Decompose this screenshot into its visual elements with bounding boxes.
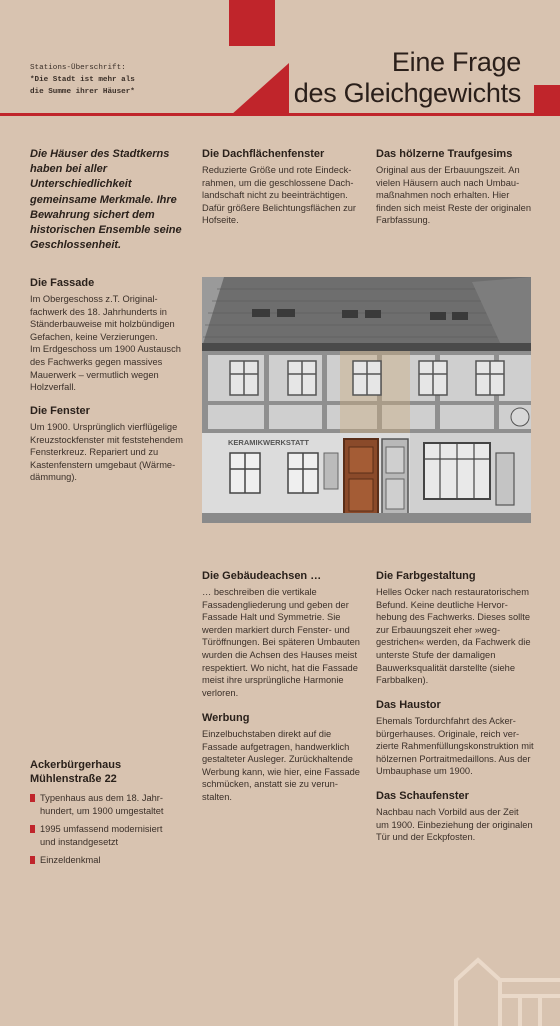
section-gebaeudeachsen (202, 569, 362, 699)
intro-text: Die Häuser des Stadtkerns haben bei aller Unterschiedlichkeit gemeinsame Merkmale. Ihre Bewahrung sichert dem historischen Ensemble seine Geschlossenheit. (30, 148, 182, 252)
section-body: Reduzierte Größe und rote Eindeckrahmen, um die geschlossene Dachlandschaft nicht zu beeinträchtigen. Dafür größere Belichtungsflächen zur Hofseite. (202, 165, 356, 226)
section-dachflaechenfenster (202, 147, 362, 227)
page-title (281, 47, 521, 109)
section-haustor (376, 698, 534, 778)
section-heading: Das Schaufenster (376, 790, 469, 802)
section-heading: Die Farbgestaltung (376, 570, 476, 582)
bullet-square-icon (30, 825, 35, 833)
station-heading (30, 62, 220, 98)
section-heading: Werbung (202, 712, 250, 724)
station-label: Stations-Überschrift: (30, 64, 126, 72)
section-heading: Das Haustor (376, 699, 441, 711)
house-outline-watermark-icon (452, 956, 560, 1026)
section-body: … beschreiben die vertikale Fassadengliederung und geben der Fassade Halt und Symmetrie. Sie werden markiert durch Fenster- und Türöffnungen. Bei späteren Umbauten wurden die Achsen des Hauses meist respektiert. Wo nicht, hat die Fassade meist ihre ursprüngliche Harmonie verloren. (202, 587, 360, 698)
section-body: Nachbau nach Vorbild aus der Zeit um 1900. Einbeziehung der originalen Tür und der Eckpfosten. (376, 807, 533, 843)
bullet-square-icon (30, 794, 35, 802)
section-farbgestaltung (376, 569, 534, 687)
section-body: Ehemals Tordurchfahrt des Ackerbürgerhauses. Originale, reich verzierte Rahmenfüllungskonstruktion mit hölzernen Portraitmedaillons. Aus der Umbauphase um 1900. (376, 716, 534, 777)
section-fassade (30, 276, 188, 394)
section-traufgesims (376, 147, 534, 227)
section-werbung (202, 711, 362, 804)
fact-text: Typenhaus aus dem 18. Jahrhundert, um 1900 umgestaltet (40, 793, 164, 816)
fact-text: Einzeldenkmal (40, 855, 101, 866)
building-title-line-2: Mühlenstraße 22 (30, 773, 117, 785)
fact-text: 1995 umfassend modernisiert und instandgesetzt (40, 824, 163, 847)
section-body: Helles Ocker nach restauratorischem Befund. Keine deutliche Hervorhebung des Fachwerks. Dieses sollte zur Erbauungszeit eher »weggestrichen« werden, da Fachwerk die unterste Stufe der damaligen Bauwerksqualität darstellte (siehe Farbbalken). (376, 587, 531, 686)
house-facade-illustration (202, 277, 531, 523)
section-body: Um 1900. Ursprünglich vierflügelige Kreuzstockfenster mit feststehendem Fensterkreuz. Repariert und zu Kastenfenstern umgebaut (Wärmedämmung). (30, 422, 183, 483)
building-title-line-1: Ackerbürgerhaus (30, 759, 122, 771)
section-heading: Die Fassade (30, 277, 95, 289)
station-line-2: die Summe ihrer Häuser* (30, 88, 135, 96)
shop-sign-text: KERAMIKWERKSTATT (228, 438, 309, 447)
section-heading: Die Fenster (30, 405, 90, 417)
section-body-2: Im Erdgeschoss um 1900 Austausch des Fachwerks gegen massives Mauerwerk – vermutlich wegen Holzverfall. (30, 344, 181, 393)
section-body: Einzelbuchstaben direkt auf die Fassade aufgetragen, handwerklich gestalteter Ausleger. Zurückhaltende Werbung kann, wie hier, eine Fassade schmücken, anstatt sie zu verunstalten. (202, 729, 360, 802)
fact-item (30, 823, 180, 848)
station-line-1: *Die Stadt ist mehr als (30, 76, 135, 84)
section-fenster (30, 404, 188, 484)
bullet-square-icon (30, 856, 35, 864)
section-body-1: Im Obergeschoss z.T. Originalfachwerk des 18. Jahrhunderts in Ständerbauweise mit holzbündigen Gefachen, keine Verzierungen. (30, 294, 175, 342)
house-photo (202, 277, 531, 523)
page-title-line-1: Eine Frage (391, 47, 521, 77)
page-title-line-2: des Gleichgewichts (293, 78, 521, 108)
header-red-end-block (534, 85, 560, 115)
fact-item (30, 792, 180, 817)
header-red-square (229, 0, 275, 46)
section-body: Original aus der Erbauungszeit. An vielen Häusern auch nach Umbaumaßnahmen noch erhalten. Hier finden sich meist Reste der originalen Farbfassung. (376, 165, 532, 226)
fact-item (30, 854, 180, 867)
section-schaufenster (376, 789, 534, 844)
section-heading: Die Dachflächenfenster (202, 148, 325, 160)
section-heading: Das hölzerne Traufgesims (376, 148, 513, 160)
section-heading: Die Gebäudeachsen … (202, 570, 322, 582)
building-info (30, 758, 180, 873)
